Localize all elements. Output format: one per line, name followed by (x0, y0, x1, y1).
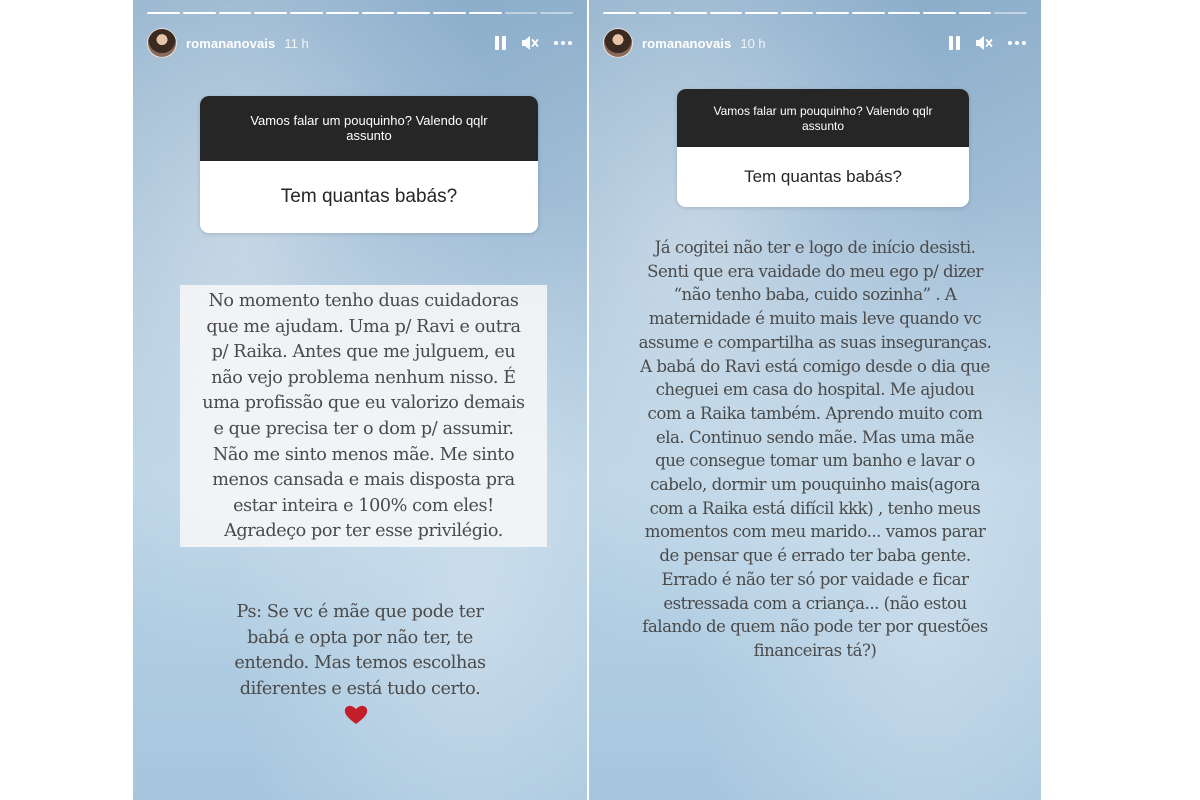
progress-segment (888, 12, 921, 14)
username[interactable]: romananovais (186, 35, 276, 51)
answer-line: de pensar que é errado ter baba gente. (659, 546, 971, 566)
answer-line: Errado é não ter só por vaidade e ficar (661, 569, 969, 589)
progress-segment (603, 12, 636, 14)
answer-line: que me ajudam. Uma p/ Ravi e outra (206, 316, 521, 337)
answer-line: não vejo problema nenhum nisso. É (211, 367, 516, 388)
progress-segment (433, 12, 466, 14)
answer-text-block (611, 236, 1019, 663)
question-sticker (677, 89, 969, 207)
story-panel-1[interactable] (133, 0, 587, 800)
progress-segment (219, 12, 252, 14)
mute-icon[interactable] (521, 35, 539, 51)
story-header (603, 28, 1027, 58)
answer-line: assume e compartilha as suas inseguranças. (638, 332, 992, 352)
progress-segment (505, 12, 538, 14)
answer-line: falando de quem não pode ter por questões (642, 617, 988, 637)
answer-line: que consegue tomar um banho e lavar o (655, 451, 975, 471)
question-sticker-header: Vamos falar um pouquinho? Valendo qqlr assunto (677, 89, 969, 147)
more-icon[interactable] (1007, 40, 1027, 46)
question-text: Tem quantas babás? (744, 167, 902, 186)
progress-segment (397, 12, 430, 14)
answer-line: maternidade é muito mais leve quando vc (648, 309, 982, 329)
mute-icon[interactable] (975, 35, 993, 51)
progress-segment (781, 12, 814, 14)
answer-line: cheguei em casa do hospital. Me ajudou (655, 380, 975, 400)
progress-segment (923, 12, 956, 14)
progress-segment (290, 12, 323, 14)
answer-line: ela. Continuo sendo mãe. Mas uma mãe (655, 427, 975, 447)
ps-line: babá e opta por não ter, te (247, 627, 473, 648)
story-progress-bar (603, 12, 1027, 14)
answer-line: Senti que era vaidade do meu ego p/ dizer (647, 261, 983, 281)
ps-line: Ps: Se vc é mãe que pode ter (236, 602, 484, 622)
answer-line: momentos com meu marido... vamos parar (644, 522, 986, 542)
progress-segment (816, 12, 849, 14)
progress-segment (254, 12, 287, 14)
answer-line: p/ Raika. Antes que me julguem, eu (211, 342, 516, 363)
progress-segment (362, 12, 395, 14)
answer-line: estar inteira e 100% com eles! (233, 495, 494, 516)
more-icon[interactable] (553, 40, 573, 46)
answer-line: e que precisa ter o dom p/ assumir. (213, 418, 514, 439)
progress-segment (469, 12, 502, 14)
answer-line: estressada com a criança... (não estou (663, 593, 967, 613)
ps-line: entendo. Mas temos escolhas (234, 653, 486, 674)
progress-segment (639, 12, 672, 14)
answer-line: A babá do Ravi está comigo desde o dia que (640, 356, 990, 376)
progress-segment (994, 12, 1027, 14)
answer-line: financeiras tá?) (753, 640, 877, 660)
progress-segment (540, 12, 573, 14)
progress-segment (710, 12, 743, 14)
post-time: 11 h (284, 35, 309, 51)
progress-segment (147, 12, 180, 14)
heart-icon (344, 704, 368, 725)
story-progress-bar (147, 12, 573, 14)
answer-line: “não tenho baba, cuido sozinha” . A (673, 285, 957, 305)
answer-line: com a Raika está difícil kkk) , tenho meus (649, 498, 981, 518)
story-panel-2[interactable] (589, 0, 1041, 800)
progress-segment (745, 12, 778, 14)
avatar[interactable] (147, 28, 177, 58)
answer-line: Já cogitei não ter e logo de início desisti. (654, 238, 976, 257)
ps-line: diferentes e está tudo certo. (239, 678, 481, 699)
answer-line: cabelo, dormir um pouquinho mais(agora (650, 475, 980, 495)
progress-segment (326, 12, 359, 14)
pause-icon[interactable] (949, 36, 961, 50)
question-text: Tem quantas babás? (280, 186, 458, 207)
ps-text-block (183, 600, 537, 702)
pause-icon[interactable] (495, 36, 507, 50)
avatar[interactable] (603, 28, 633, 58)
username[interactable]: romananovais (642, 35, 732, 51)
answer-line: uma profissão que eu valorizo demais (202, 393, 525, 414)
answer-line: menos cansada e mais disposta pra (212, 470, 515, 491)
question-sticker-header: Vamos falar um pouquinho? Valendo qqlr assunto (200, 96, 538, 161)
answer-line: Agradeço por ter esse privilégio. (224, 521, 503, 542)
post-time: 10 h (740, 35, 766, 51)
question-sticker (200, 96, 538, 233)
answer-line: No momento tenho duas cuidadoras (208, 291, 519, 311)
progress-segment (674, 12, 707, 14)
progress-segment (852, 12, 885, 14)
answer-text-block (180, 285, 547, 547)
progress-segment (183, 12, 216, 14)
story-header (147, 28, 573, 58)
answer-line: Não me sinto menos mãe. Me sinto (212, 444, 515, 465)
progress-segment (959, 12, 992, 14)
answer-line: com a Raika também. Aprendo muito com (647, 403, 983, 423)
